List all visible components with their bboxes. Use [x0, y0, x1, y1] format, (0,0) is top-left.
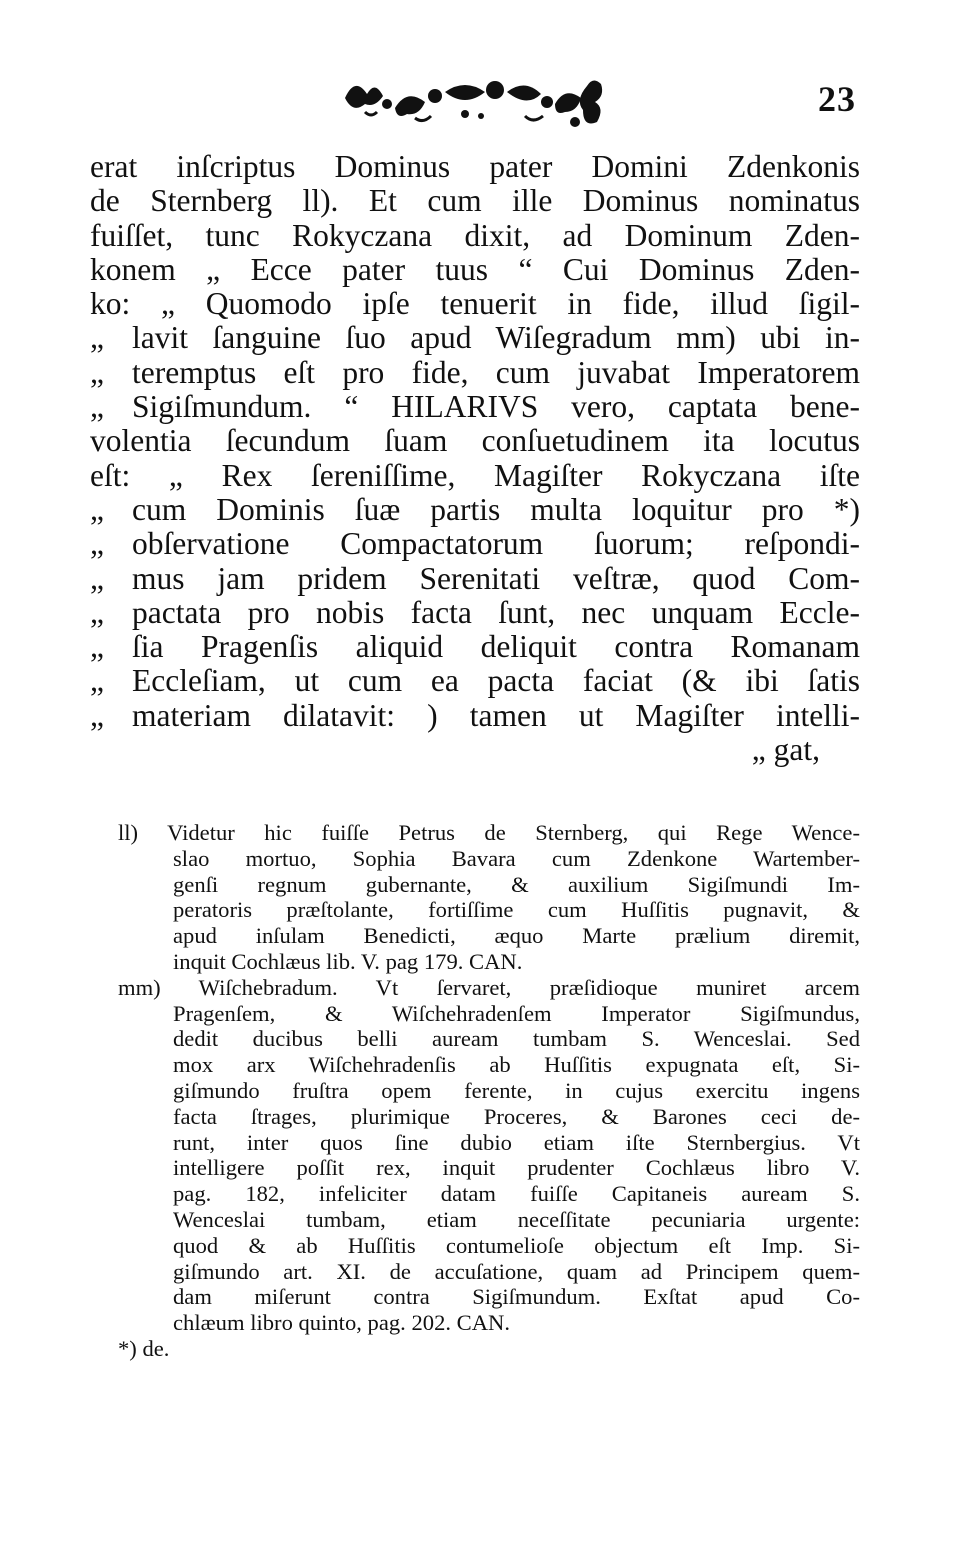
line-text: eſt: „ Rex ſereniſſime, Magiſter Rokyczana iſte	[90, 457, 860, 493]
footnote-line: *) de.	[118, 1335, 170, 1361]
line-text: volentia ſecundum ſuam conſuetudinem ita locutus	[90, 423, 860, 459]
footnote-line: giſmundo fruſtra opem ferente, in cujus exercitu ingens	[173, 1077, 860, 1103]
footnote-line: giſmundo art. XI. de accuſatione, quam ad Principem quem-	[173, 1258, 860, 1284]
footnote-line: Pragenſem, & Wiſchehradenſem Imperator Sigiſmundus,	[173, 1000, 860, 1026]
text-line	[90, 150, 860, 184]
footnote-line: Wenceslai tumbam, etiam neceſſitate pecuniaria urgente:	[173, 1206, 860, 1232]
quote-mark: „	[90, 560, 104, 596]
footnote-line: pag. 182, infeliciter datam fuiſſe Capitaneis auream S.	[173, 1181, 860, 1207]
text-line	[90, 493, 860, 527]
line-text: materiam dilatavit: ) tamen ut Magiſter intelli-	[132, 697, 860, 733]
main-text	[90, 150, 860, 767]
footnote-line: runt, inter quos ſine dubio etiam iſte Sternbergius. Vt	[173, 1129, 860, 1155]
text-line	[90, 459, 860, 493]
footnote-line: slao mortuo, Sophia Bavara cum Zdenkone Wartember-	[173, 845, 860, 871]
quote-mark: „	[90, 629, 104, 665]
footnote-line: dam miſerunt contra Sigiſmundum. Exſtat apud Co-	[173, 1284, 860, 1310]
line-text: lavit ſanguine ſuo apud Wiſegradum mm) ubi in-	[132, 320, 860, 356]
text-line	[90, 356, 860, 390]
line-text: ko: „ Quomodo ipſe tenuerit in fide, illud ſigil-	[90, 286, 860, 322]
quote-mark: „	[90, 491, 104, 527]
quote-mark: „	[90, 697, 104, 733]
footnote-line: inquit Cochlæus lib. V. pag 179. CAN.	[173, 948, 523, 974]
text-line	[90, 219, 860, 253]
quote-mark: „	[90, 320, 104, 356]
footnote-line: facta ſtrages, plurimique Proceres, & Barones ceci de-	[173, 1103, 860, 1129]
footnote-line: quod & ab Huſſitis contumelioſe objectum eſt Imp. Si-	[173, 1232, 860, 1258]
line-text: Eccleſiam, ut cum ea pacta faciat (& ibi ſatis	[132, 663, 860, 699]
line-text: mus jam pridem Serenitati veſtræ, quod Com-	[132, 560, 860, 596]
text-line	[90, 699, 860, 733]
page-number: 23	[818, 79, 856, 119]
text-line	[90, 630, 860, 664]
text-line	[90, 424, 860, 458]
line-text: cum Dominis ſuæ partis multa loquitur pro *)	[132, 491, 860, 527]
line-text: teremptus eſt pro fide, cum juvabat Imperatorem	[132, 354, 860, 390]
text-line	[90, 596, 860, 630]
text-line	[90, 733, 860, 767]
footnote-line: peratoris præſtolante, fortiſſime cum Huſſitis pugnavit, &	[173, 897, 860, 923]
quote-mark: „	[90, 526, 104, 562]
line-text: konem „ Ecce pater tuus “ Cui Dominus Zden-	[90, 251, 860, 287]
line-text: ſia Pragenſis aliquid deliquit contra Romanam	[132, 629, 860, 665]
quote-mark: „	[90, 389, 104, 425]
quote-mark: „	[90, 663, 104, 699]
floral-ornament-icon	[335, 68, 625, 138]
footnote-line: intelligere poſſit rex, inquit prudenter Cochlæus libro V.	[173, 1155, 860, 1181]
line-text: Sigiſmundum. “ HILARIVS vero, captata bene-	[132, 389, 860, 425]
footnotes	[118, 820, 860, 1362]
text-line	[90, 390, 860, 424]
line-text: „ gat,	[751, 732, 820, 768]
text-line	[90, 562, 860, 596]
line-text: de Sternberg ll). Et cum ille Dominus nominatus	[90, 183, 860, 219]
line-text: fuiſſet, tunc Rokyczana dixit, ad Dominum Zden-	[90, 217, 860, 253]
text-line	[90, 527, 860, 561]
line-text: obſervatione Compactatorum ſuorum; reſpondi-	[132, 526, 860, 562]
text-line	[90, 321, 860, 355]
footnote-line: apud inſulam Benedicti, æquo Marte prælium diremit,	[173, 923, 860, 949]
footnote-line: ll) Videtur hic fuiſſe Petrus de Sternberg, qui Rege Wence-	[118, 820, 860, 845]
text-line	[90, 287, 860, 321]
footnote-line: dedit ducibus belli auream tumbam S. Wenceslai. Sed	[173, 1026, 860, 1052]
line-text: erat inſcriptus Dominus pater Domini Zdenkonis	[90, 149, 860, 184]
quote-mark: „	[90, 594, 104, 630]
quote-mark: „	[90, 354, 104, 390]
footnote-line: mm) Wiſchebradum. Vt ſervaret, præſidioque muniret arcem	[118, 974, 860, 1000]
text-line	[90, 184, 860, 218]
footnote-line: mox arx Wiſchehradenſis ab Huſſitis expugnata eſt, Si-	[173, 1052, 860, 1078]
text-line	[90, 253, 860, 287]
footnote-line: chlæum libro quinto, pag. 202. CAN.	[173, 1310, 511, 1336]
footnote-line: genſi regnum gubernante, & auxilium Sigiſmundi Im-	[173, 871, 860, 897]
text-line	[90, 664, 860, 698]
line-text: pactata pro nobis facta ſunt, nec unquam Eccle-	[132, 594, 860, 630]
